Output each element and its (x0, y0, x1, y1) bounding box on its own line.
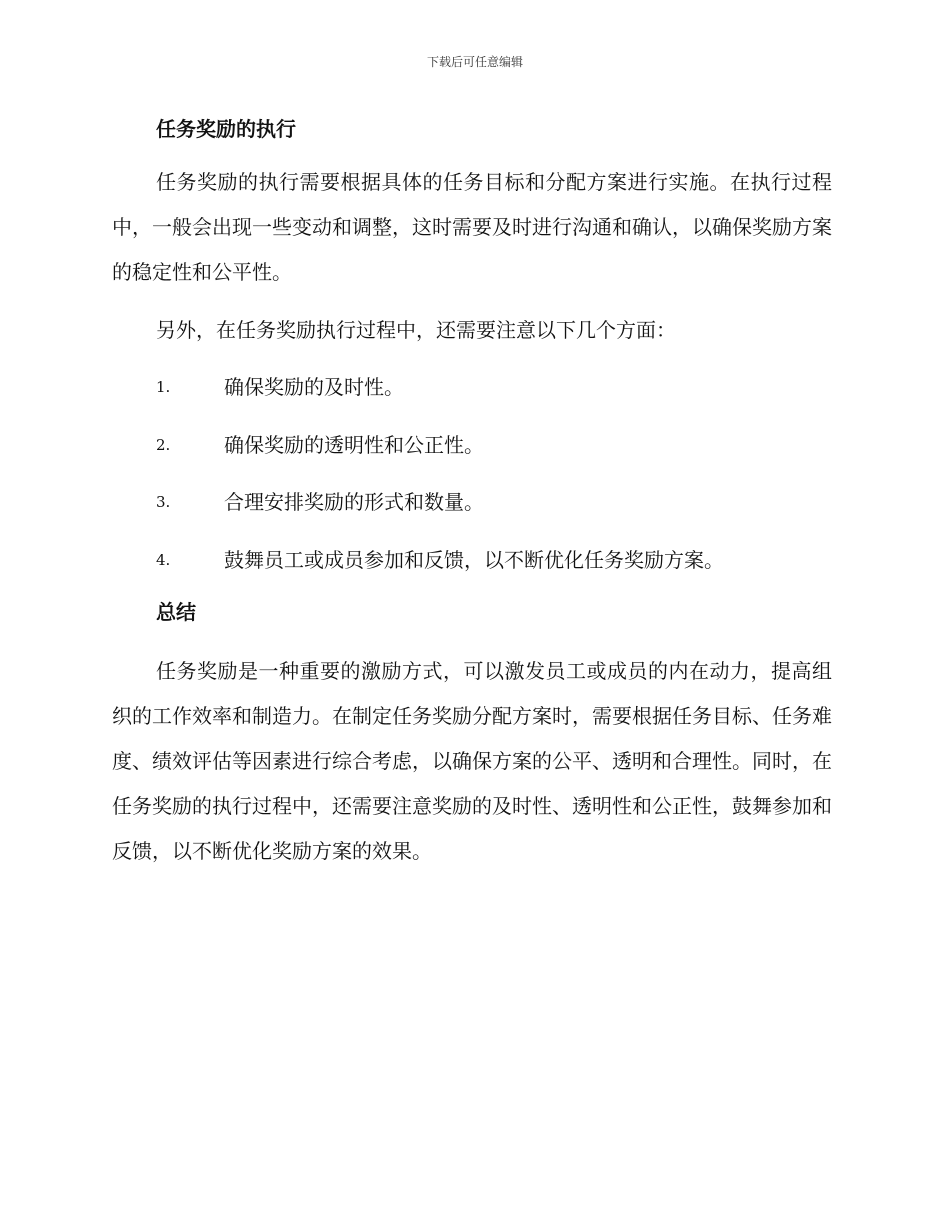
list-item-text: 合理安排奖励的形式和数量。 (224, 490, 484, 514)
list-item (112, 538, 832, 583)
list-item-number: 1. (156, 378, 171, 396)
execution-paragraph-1: 任务奖励的执行需要根据具体的任务目标和分配方案进行实施。在执行过程中，一般会出现一些变动和调整，这时需要及时进行沟通和确认，以确保奖励方案的稳定性和公平性。 (112, 170, 832, 284)
section-heading-summary: 总结 (156, 600, 196, 624)
list-item-number: 2. (156, 435, 171, 454)
summary-paragraph: 任务奖励是一种重要的激励方式，可以激发员工或成员的内在动力，提高组织的工作效率和制造力。在制定任务奖励分配方案时，需要根据任务目标、任务难度、绩效评估等因素进行综合考虑，以确保方案的公平、透明和合理性。同时，在任务奖励的执行过程中，还需要注意奖励的及时性、透明性和公正性，鼓舞参加和反馈，以不断优化奖励方案的效果。 (112, 659, 832, 863)
page-header: 下载后可任意编辑 (426, 55, 523, 69)
execution-paragraph-2: 另外，在任务奖励执行过程中，还需要注意以下几个方面： (156, 318, 676, 342)
list-item (112, 423, 832, 468)
execution-notes-list (112, 365, 832, 583)
list-item-number: 3. (156, 493, 171, 511)
list-item (112, 480, 832, 525)
list-item (112, 365, 832, 410)
list-item-text: 确保奖励的透明性和公正性。 (224, 432, 484, 457)
list-item-text: 鼓舞员工或成员参加和反馈，以不断优化任务奖励方案。 (224, 547, 724, 572)
list-item-text: 确保奖励的及时性。 (224, 375, 404, 399)
list-item-number: 4. (156, 550, 171, 569)
section-heading-execution: 任务奖励的执行 (156, 117, 296, 141)
document-body (112, 112, 832, 874)
